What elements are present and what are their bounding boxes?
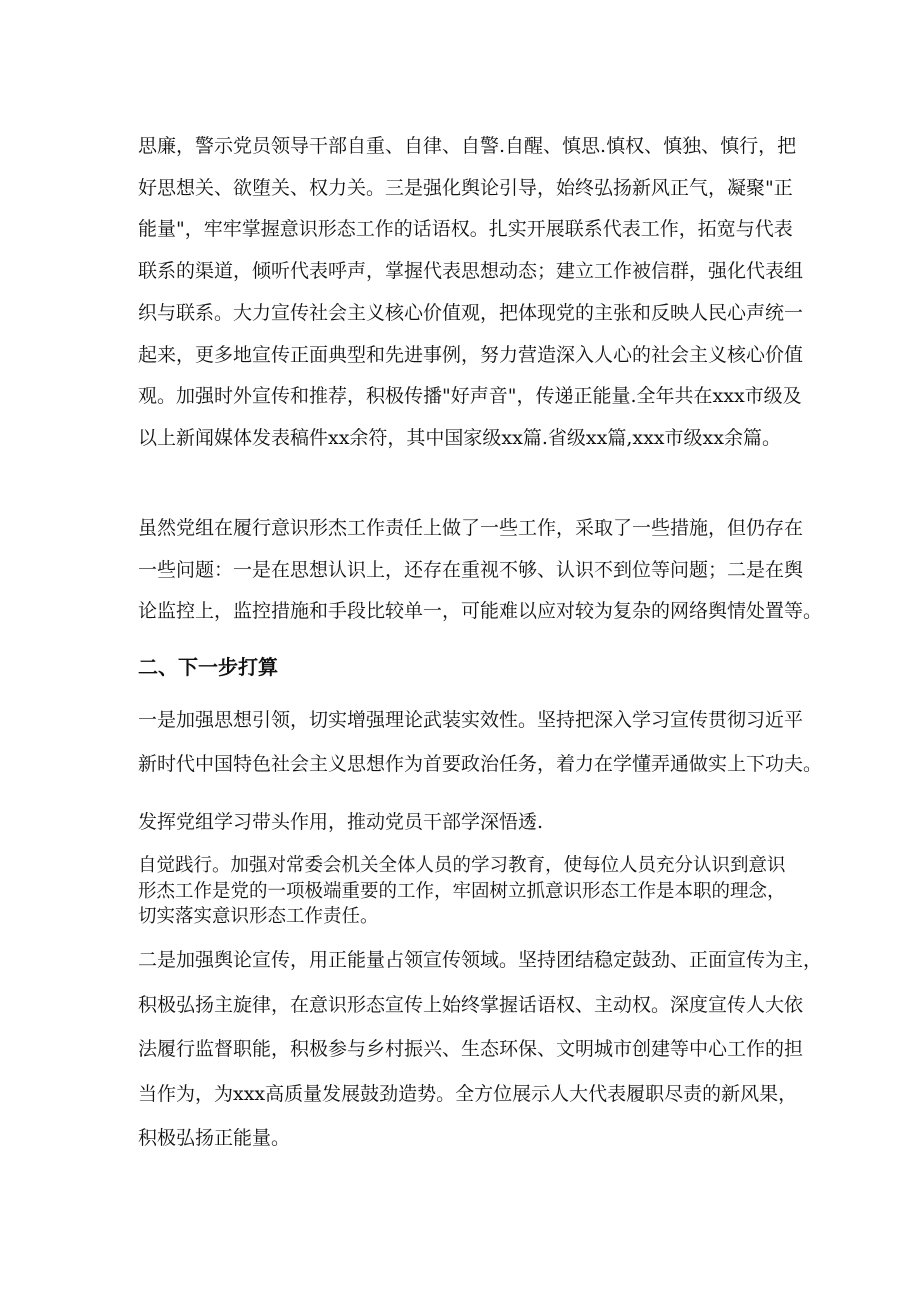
text-line: 思廉，警示党员领导干部自重、自律、自警.自醒、慎思.慎权、慎独、慎行，把 (138, 135, 797, 157)
text-line: 虽然党组在履行意识形杰工作责任上做了一些工作，采取了一些措施，但仍存在 (138, 517, 804, 539)
text-line: 一些问题：一是在思想认识上，还存在重视不够、认识不到位等问题；二是在舆 (138, 558, 804, 581)
paragraph-problems (138, 508, 823, 633)
text-line: 形杰工作是党的一项极端重要的工作，牢固树立抓意识形态工作是本职的理念， (138, 880, 786, 902)
paragraph-plan-one (138, 698, 823, 786)
paragraph-work-summary (138, 126, 804, 460)
section-heading: 二、下一步打算 (138, 655, 278, 679)
text-line: 能量"，牢牢掌握意识形态工作的话语权。扎实开展联系代表工作，拓宽与代表 (138, 218, 793, 241)
text-line: 当作为，为xxx高质量发展鼓劲造势。全方位展示人大代表履职尽责的新风果， (138, 1082, 798, 1105)
text-line: 起来，更多地宣传正面典型和先进事例，努力营造深入人心的社会主义核心价值 (138, 343, 804, 366)
text-line: 积极弘扬主旋律，在意识形态宣传上始终掌握话语权、主动权。深度宣传人大依 (138, 993, 804, 1016)
paragraph-plan-two (138, 938, 823, 1161)
text-line: 自觉践行。加强对常委会机关全体人员的学习教育，使每位人员充分认识到意识 (138, 855, 786, 876)
text-line: 一是加强思想引领，切实增强理论武装实效性。坚持把深入学习宣传贯彻习近平 (138, 709, 804, 731)
text-line: 切实落实意识形态工作责任。 (138, 906, 379, 927)
text-line: 织与联系。大力宣传社会主义核心价值观，把体现党的主张和反映人民心声统一 (138, 301, 804, 324)
text-line: 好思想关、欲堕关、权力关。三是强化舆论引导，始终弘扬新风正气，凝聚"正 (138, 176, 793, 199)
text-line: 积极弘扬正能量。 (138, 1127, 291, 1149)
text-line: 新时代中国特色社会主义思想作为首要政治任务，着力在学懂弄通做实上下功夫。 (138, 753, 823, 775)
text-line: 观。加强时外宣传和推荐，积极传播"好声音"，传递正能量.全年共在xxx市级及 (138, 385, 802, 408)
text-line: 法履行监督职能，积极参与乡村振兴、生态环保、文明城市创建等中心工作的担 (138, 1038, 804, 1060)
text-line: 以上新闻媒体发表稿件xx余符，其中国家级xx篇.省级xx篇,xxx市级xx余篇。 (138, 426, 781, 449)
paragraph-plan-one-cont (138, 800, 788, 844)
text-line: 二是加强舆论宣传，用正能量占领宣传领域。坚持团结稳定鼓劲、正面宣传为主， (138, 949, 823, 971)
text-line: 论监控上，监控措施和手段比较单一，可能难以应对较为复杂的网络舆情处置等。 (138, 600, 823, 623)
text-line: 发挥党组学习带头作用，推动党员干部学深悟透. (138, 811, 544, 833)
text-line: 联系的渠道，倾听代表呼声，掌握代表思想动态；建立工作被信群，强化代表组 (138, 260, 804, 283)
paragraph-self-practice (138, 853, 788, 930)
